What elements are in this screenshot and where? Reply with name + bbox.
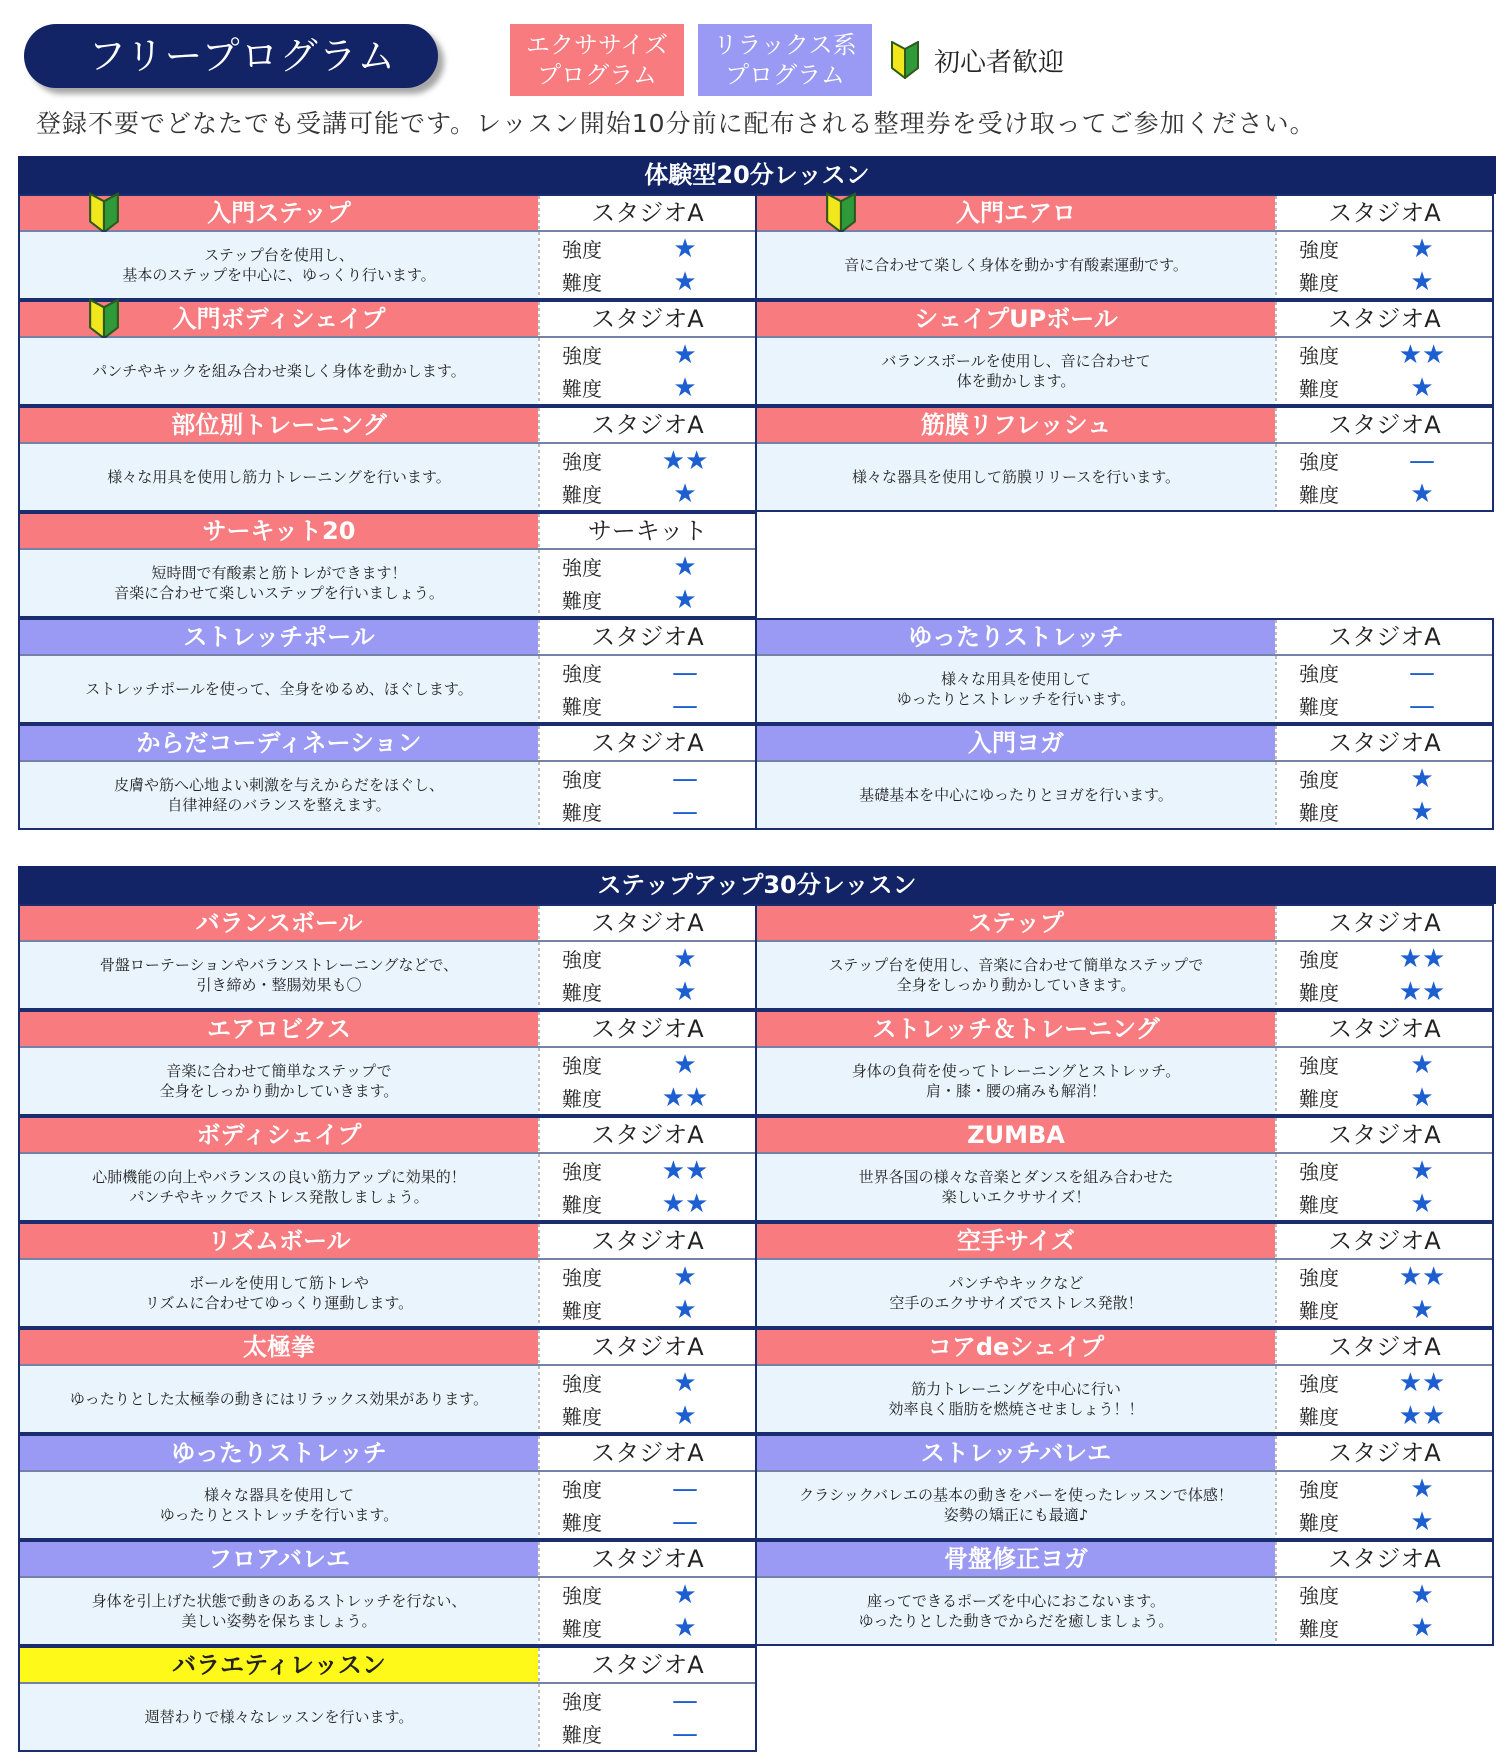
- intensity-rating: ★: [673, 943, 697, 974]
- program-studio: スタジオA: [540, 302, 755, 336]
- intensity-rating: ★: [673, 1049, 697, 1080]
- difficulty-rating: ★: [673, 266, 697, 297]
- program-description: 心肺機能の向上やバランスの良い筋力アップに効果的！ パンチやキックでストレス発散しましょう。: [20, 1154, 538, 1220]
- beginner-mark-icon: [890, 41, 920, 79]
- program-name: サーキット20: [20, 514, 538, 548]
- program-name: ゆったりストレッチ: [20, 1436, 538, 1470]
- program-name: コアdeシェイプ: [757, 1330, 1275, 1364]
- intensity-rating: ★★: [1398, 1367, 1446, 1398]
- intensity-rating: ★: [673, 551, 697, 582]
- intensity-label: 強度: [562, 238, 602, 262]
- program-studio: スタジオA: [1277, 408, 1492, 442]
- program-ratings: [1277, 762, 1492, 828]
- difficulty-rating: —: [672, 1506, 698, 1537]
- program-studio: スタジオA: [540, 906, 755, 940]
- program-name: エアロビクス: [20, 1012, 538, 1046]
- program-description: 世界各国の様々な音楽とダンスを組み合わせた 楽しいエクササイズ！: [757, 1154, 1275, 1220]
- difficulty-rating: ★: [673, 478, 697, 509]
- intensity-label: 強度: [1299, 1266, 1339, 1290]
- intensity-rating: ★: [1410, 1579, 1434, 1610]
- intensity-label: 強度: [562, 1266, 602, 1290]
- program-name: リズムボール: [20, 1224, 538, 1258]
- program-studio: スタジオA: [540, 1542, 755, 1576]
- difficulty-label: 難度: [1299, 483, 1339, 507]
- program-ratings: [1277, 1048, 1492, 1114]
- intensity-rating: —: [672, 763, 698, 794]
- intensity-label: 強度: [1299, 1478, 1339, 1502]
- program-ratings: [1277, 942, 1492, 1008]
- intensity-rating: ★★: [661, 445, 709, 476]
- intensity-rating: ★★: [1398, 339, 1446, 370]
- program-ratings: [540, 1472, 755, 1538]
- program-description: クラシックバレエの基本の動きをバーを使ったレッスンで体感！ 姿勢の矯正にも最適♪: [757, 1472, 1275, 1538]
- program-ratings: [1277, 656, 1492, 722]
- intensity-label: 強度: [562, 948, 602, 972]
- difficulty-rating: ★: [673, 976, 697, 1007]
- program-description: 基礎基本を中心にゆったりとヨガを行います。: [757, 762, 1275, 828]
- program-description: ステップ台を使用し、音楽に合わせて簡単なステップで 全身をしっかり動かしていきます。: [757, 942, 1275, 1008]
- program-name: バランスボール: [20, 906, 538, 940]
- difficulty-label: 難度: [1299, 1617, 1339, 1641]
- program-name: 太極拳: [20, 1330, 538, 1364]
- program-name: ZUMBA: [757, 1118, 1275, 1152]
- intensity-rating: ★: [673, 1367, 697, 1398]
- program-studio: スタジオA: [1277, 1012, 1492, 1046]
- intensity-rating: —: [1409, 445, 1435, 476]
- program-studio: スタジオA: [540, 726, 755, 760]
- program-ratings: [540, 1260, 755, 1326]
- program-card: [755, 1116, 1494, 1222]
- difficulty-rating: ★: [673, 1612, 697, 1643]
- program-studio: スタジオA: [1277, 1330, 1492, 1364]
- program-card: [18, 1434, 757, 1540]
- difficulty-rating: ★: [673, 372, 697, 403]
- intensity-rating: ★★: [1398, 1261, 1446, 1292]
- difficulty-rating: ★: [673, 584, 697, 615]
- difficulty-label: 難度: [562, 981, 602, 1005]
- program-card: [18, 1010, 757, 1116]
- difficulty-label: 難度: [1299, 1511, 1339, 1535]
- section-title: ステップアップ30分レッスン: [18, 866, 1496, 904]
- program-description: 週替わりで様々なレッスンを行います。: [20, 1684, 538, 1750]
- difficulty-label: 難度: [562, 1299, 602, 1323]
- section-title: 体験型20分レッスン: [18, 156, 1496, 194]
- program-ratings: [1277, 1472, 1492, 1538]
- difficulty-label: 難度: [1299, 801, 1339, 825]
- program-card: [18, 618, 757, 724]
- difficulty-rating: ★: [1410, 372, 1434, 403]
- program-studio: スタジオA: [1277, 906, 1492, 940]
- program-description: 皮膚や筋へ心地よい刺激を与えからだをほぐし、 自律神経のバランスを整えます。: [20, 762, 538, 828]
- program-name: シェイプUPボール: [757, 302, 1275, 336]
- program-name: 部位別トレーニング: [20, 408, 538, 442]
- intensity-label: 強度: [1299, 1160, 1339, 1184]
- program-ratings: [540, 444, 755, 510]
- program-card: [18, 512, 757, 618]
- program-description: 様々な用具を使用し筋力トレーニングを行います。: [20, 444, 538, 510]
- intensity-label: 強度: [1299, 948, 1339, 972]
- program-studio: スタジオA: [1277, 1542, 1492, 1576]
- intensity-rating: ★: [1410, 1155, 1434, 1186]
- program-description: ボールを使用して筋トレや リズムに合わせてゆっくり運動します。: [20, 1260, 538, 1326]
- program-ratings: [1277, 232, 1492, 298]
- program-card: [18, 904, 757, 1010]
- program-description: ストレッチポールを使って、全身をゆるめ、ほぐします。: [20, 656, 538, 722]
- difficulty-label: 難度: [1299, 695, 1339, 719]
- intensity-label: 強度: [562, 1160, 602, 1184]
- program-ratings: [1277, 1260, 1492, 1326]
- program-card: [755, 194, 1494, 300]
- difficulty-rating: ★★: [661, 1082, 709, 1113]
- program-card: [755, 724, 1494, 830]
- program-description: ステップ台を使用し、 基本のステップを中心に、ゆっくり行います。: [20, 232, 538, 298]
- program-name: ストレッチポール: [20, 620, 538, 654]
- program-description: パンチやキックを組み合わせ楽しく身体を動かします。: [20, 338, 538, 404]
- program-description: パンチやキックなど 空手のエクササイズでストレス発散！: [757, 1260, 1275, 1326]
- program-studio: スタジオA: [1277, 1224, 1492, 1258]
- page-title: フリープログラム: [24, 24, 438, 88]
- program-ratings: [540, 1154, 755, 1220]
- program-ratings: [540, 1048, 755, 1114]
- program-studio: スタジオA: [540, 1224, 755, 1258]
- difficulty-label: 難度: [1299, 377, 1339, 401]
- intensity-label: 強度: [1299, 1372, 1339, 1396]
- legend-exercise-line2: プログラム: [537, 61, 657, 89]
- section-stepup: [18, 866, 1496, 1749]
- difficulty-rating: ★★: [1398, 1400, 1446, 1431]
- intensity-rating: ★: [1410, 763, 1434, 794]
- program-card: [18, 1540, 757, 1646]
- difficulty-rating: ★: [1410, 1188, 1434, 1219]
- program-studio: スタジオA: [540, 408, 755, 442]
- program-description: 座ってできるポーズを中心におこないます。 ゆったりとした動きでからだを癒しましょう。: [757, 1578, 1275, 1644]
- intensity-rating: —: [1409, 657, 1435, 688]
- program-description: 音楽に合わせて簡単なステップで 全身をしっかり動かしていきます。: [20, 1048, 538, 1114]
- difficulty-rating: ★: [673, 1294, 697, 1325]
- difficulty-rating: ★: [1410, 266, 1434, 297]
- difficulty-rating: ★: [673, 1400, 697, 1431]
- program-ratings: [540, 338, 755, 404]
- intensity-label: 強度: [562, 1478, 602, 1502]
- legend-relax: [698, 24, 872, 96]
- difficulty-rating: —: [672, 690, 698, 721]
- program-studio: スタジオA: [540, 1012, 755, 1046]
- program-ratings: [540, 762, 755, 828]
- program-ratings: [540, 1684, 755, 1750]
- program-card: [18, 1116, 757, 1222]
- program-card: [18, 724, 757, 830]
- program-card: [18, 406, 757, 512]
- program-studio: スタジオA: [1277, 726, 1492, 760]
- program-studio: スタジオA: [1277, 302, 1492, 336]
- intensity-rating: ★★: [661, 1155, 709, 1186]
- program-studio: スタジオA: [1277, 620, 1492, 654]
- difficulty-rating: ★: [1410, 796, 1434, 827]
- program-description: 筋力トレーニングを中心に行い 効率良く脂肪を燃焼させましょう！！: [757, 1366, 1275, 1432]
- legend-relax-line1: リラックス系: [713, 31, 857, 59]
- difficulty-label: 難度: [562, 1193, 602, 1217]
- intensity-rating: ★: [673, 339, 697, 370]
- program-ratings: [1277, 444, 1492, 510]
- program-description: 身体を引上げた状態で動きのあるストレッチを行ない、 美しい姿勢を保ちましょう。: [20, 1578, 538, 1644]
- difficulty-rating: —: [672, 1718, 698, 1749]
- difficulty-label: 難度: [1299, 1299, 1339, 1323]
- program-studio: スタジオA: [540, 1330, 755, 1364]
- legend-beginner-label: 初心者歓迎: [934, 47, 1065, 78]
- intensity-label: 強度: [1299, 238, 1339, 262]
- difficulty-label: 難度: [1299, 1405, 1339, 1429]
- intensity-label: 強度: [1299, 450, 1339, 474]
- program-card: [18, 300, 757, 406]
- program-name: ストレッチ＆トレーニング: [757, 1012, 1275, 1046]
- intensity-label: 強度: [562, 1584, 602, 1608]
- intensity-rating: ★★: [1398, 943, 1446, 974]
- program-description: 様々な用具を使用して ゆったりとストレッチを行います。: [757, 656, 1275, 722]
- program-ratings: [1277, 1154, 1492, 1220]
- program-ratings: [1277, 1578, 1492, 1644]
- program-description: 身体の負荷を使ってトレーニングとストレッチ。 肩・膝・腰の痛みも解消！: [757, 1048, 1275, 1114]
- difficulty-label: 難度: [1299, 1193, 1339, 1217]
- difficulty-label: 難度: [562, 1723, 602, 1747]
- difficulty-rating: ★: [1410, 1506, 1434, 1537]
- program-card: [18, 194, 757, 300]
- program-card: [755, 618, 1494, 724]
- difficulty-rating: ★: [1410, 478, 1434, 509]
- program-studio: スタジオA: [540, 620, 755, 654]
- intensity-rating: ★: [673, 233, 697, 264]
- intensity-rating: ★: [673, 1261, 697, 1292]
- program-name: ステップ: [757, 906, 1275, 940]
- program-ratings: [540, 232, 755, 298]
- program-name: 筋膜リフレッシュ: [757, 408, 1275, 442]
- program-card: [755, 300, 1494, 406]
- program-name: 空手サイズ: [757, 1224, 1275, 1258]
- program-ratings: [1277, 1366, 1492, 1432]
- program-description: 様々な器具を使用して ゆったりとストレッチを行います。: [20, 1472, 538, 1538]
- difficulty-rating: —: [1409, 690, 1435, 721]
- intensity-rating: —: [672, 1473, 698, 1504]
- program-card: [755, 1222, 1494, 1328]
- program-card: [755, 406, 1494, 512]
- difficulty-label: 難度: [1299, 981, 1339, 1005]
- program-studio: スタジオA: [1277, 1118, 1492, 1152]
- program-studio: サーキット: [540, 514, 755, 548]
- intensity-label: 強度: [562, 344, 602, 368]
- legend-exercise-line1: エクササイズ: [525, 31, 669, 59]
- difficulty-rating: —: [672, 796, 698, 827]
- intensity-rating: ★: [1410, 1473, 1434, 1504]
- program-name: ボディシェイプ: [20, 1118, 538, 1152]
- difficulty-rating: ★: [1410, 1612, 1434, 1643]
- program-studio: スタジオA: [540, 1648, 755, 1682]
- section-taiken: [18, 156, 1496, 827]
- program-card: [18, 1222, 757, 1328]
- program-name: ゆったりストレッチ: [757, 620, 1275, 654]
- intensity-label: 強度: [562, 1372, 602, 1396]
- difficulty-label: 難度: [562, 271, 602, 295]
- program-name: 入門エアロ: [757, 196, 1275, 230]
- program-description: 音に合わせて楽しく身体を動かす有酸素運動です。: [757, 232, 1275, 298]
- program-card: [18, 1646, 757, 1752]
- program-description: ゆったりとした太極拳の動きにはリラックス効果があります。: [20, 1366, 538, 1432]
- legend-beginner: [890, 36, 1064, 84]
- difficulty-label: 難度: [1299, 1087, 1339, 1111]
- intensity-label: 強度: [1299, 1054, 1339, 1078]
- program-card: [755, 1328, 1494, 1434]
- subtitle: 登録不要でどなたでも受講可能です。レッスン開始10分前に配布される整理券を受け取ってご参加ください。: [36, 109, 1316, 138]
- program-name: 骨盤修正ヨガ: [757, 1542, 1275, 1576]
- program-ratings: [1277, 338, 1492, 404]
- program-name: 入門ステップ: [20, 196, 538, 230]
- intensity-label: 強度: [562, 450, 602, 474]
- program-description: 様々な器具を使用して筋膜リリースを行います。: [757, 444, 1275, 510]
- difficulty-label: 難度: [562, 377, 602, 401]
- program-card: [755, 1010, 1494, 1116]
- difficulty-label: 難度: [562, 589, 602, 613]
- difficulty-label: 難度: [562, 483, 602, 507]
- program-description: バランスボールを使用し、音に合わせて 体を動かします。: [757, 338, 1275, 404]
- program-card: [755, 904, 1494, 1010]
- intensity-label: 強度: [1299, 1584, 1339, 1608]
- intensity-label: 強度: [562, 662, 602, 686]
- program-name: 入門ボディシェイプ: [20, 302, 538, 336]
- difficulty-rating: ★: [1410, 1082, 1434, 1113]
- difficulty-label: 難度: [562, 1511, 602, 1535]
- program-card: [755, 1434, 1494, 1540]
- program-name: 入門ヨガ: [757, 726, 1275, 760]
- program-card: [755, 1540, 1494, 1646]
- program-ratings: [540, 1578, 755, 1644]
- program-description: 短時間で有酸素と筋トレができます！ 音楽に合わせて楽しいステップを行いましょう。: [20, 550, 538, 616]
- program-studio: スタジオA: [540, 1436, 755, 1470]
- program-name: フロアバレエ: [20, 1542, 538, 1576]
- intensity-label: 強度: [1299, 344, 1339, 368]
- difficulty-rating: ★: [1410, 1294, 1434, 1325]
- difficulty-label: 難度: [562, 1405, 602, 1429]
- intensity-rating: —: [672, 657, 698, 688]
- intensity-label: 強度: [562, 768, 602, 792]
- difficulty-label: 難度: [562, 1617, 602, 1641]
- difficulty-label: 難度: [562, 1087, 602, 1111]
- program-name: バラエティレッスン: [20, 1648, 538, 1682]
- program-studio: スタジオA: [540, 1118, 755, 1152]
- difficulty-rating: ★★: [1398, 976, 1446, 1007]
- program-studio: スタジオA: [1277, 1436, 1492, 1470]
- intensity-rating: ★: [673, 1579, 697, 1610]
- legend-relax-line2: プログラム: [725, 61, 845, 89]
- intensity-rating: —: [672, 1685, 698, 1716]
- program-ratings: [540, 942, 755, 1008]
- program-ratings: [540, 656, 755, 722]
- program-name: ストレッチバレエ: [757, 1436, 1275, 1470]
- program-ratings: [540, 550, 755, 616]
- difficulty-label: 難度: [1299, 271, 1339, 295]
- intensity-label: 強度: [562, 1054, 602, 1078]
- intensity-label: 強度: [562, 556, 602, 580]
- program-name: からだコーディネーション: [20, 726, 538, 760]
- intensity-rating: ★: [1410, 1049, 1434, 1080]
- intensity-label: 強度: [1299, 662, 1339, 686]
- program-studio: スタジオA: [1277, 196, 1492, 230]
- legend-exercise: [510, 24, 684, 96]
- difficulty-label: 難度: [562, 695, 602, 719]
- difficulty-label: 難度: [562, 801, 602, 825]
- program-description: 骨盤ローテーションやバランストレーニングなどで、 引き締め・整腸効果も〇: [20, 942, 538, 1008]
- intensity-label: 強度: [562, 1690, 602, 1714]
- difficulty-rating: ★★: [661, 1188, 709, 1219]
- program-card: [18, 1328, 757, 1434]
- program-studio: スタジオA: [540, 196, 755, 230]
- intensity-rating: ★: [1410, 233, 1434, 264]
- intensity-label: 強度: [1299, 768, 1339, 792]
- program-ratings: [540, 1366, 755, 1432]
